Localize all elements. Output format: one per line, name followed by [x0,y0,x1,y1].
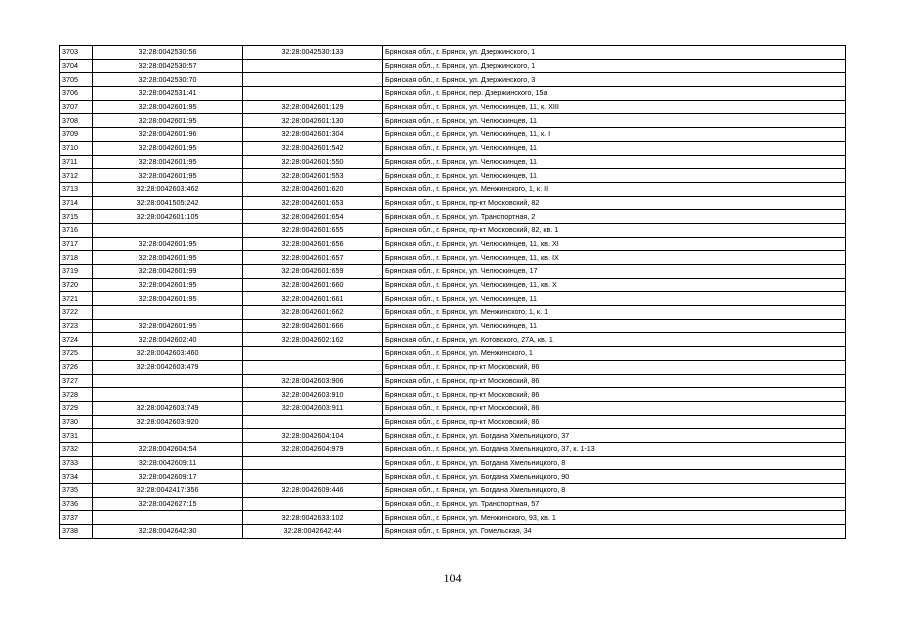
table-row [60,59,846,73]
cadastral-number-cell: 32:28:0042601:95 [93,169,243,183]
object-cadastral-number-cell: 32:28:0042601:304 [243,128,383,142]
table-row [60,484,846,498]
cadastral-number-cell: 32:28:0042530:57 [93,59,243,73]
object-cadastral-number-cell: 32:28:0042604:979 [243,442,383,456]
table-row [60,388,846,402]
row-number-cell: 3733 [60,456,93,470]
object-cadastral-number-cell: 32:28:0042601:620 [243,182,383,196]
table-row [60,251,846,265]
table-row [60,73,846,87]
object-cadastral-number-cell: 32:28:0042601:661 [243,292,383,306]
address-cell: Брянская обл., г. Брянск, ул. Челюскинцев, 11 [383,319,846,333]
object-cadastral-number-cell: 32:28:0042601:662 [243,306,383,320]
table-row [60,46,846,60]
object-cadastral-number-cell: 32:28:0042601:653 [243,196,383,210]
cadastral-number-cell: 32:28:0042602:40 [93,333,243,347]
address-cell: Брянская обл., г. Брянск, пр-кт Московский, 86 [383,374,846,388]
table-row [60,155,846,169]
row-number-cell: 3737 [60,511,93,525]
address-cell: Брянская обл., г. Брянск, ул. Челюскинцев, 11, кв. X [383,278,846,292]
address-cell: Брянская обл., г. Брянск, ул. Котовского, 27А, кв. 1 [383,333,846,347]
cadastral-number-cell: 32:28:0042603:749 [93,401,243,415]
address-cell: Брянская обл., г. Брянск, ул. Менжинского, 1 [383,347,846,361]
cadastral-number-cell: 32:28:0042627:15 [93,497,243,511]
table-row [60,87,846,101]
address-cell: Брянская обл., г. Брянск, ул. Челюскинцев, 11, к. I [383,128,846,142]
table-row [60,278,846,292]
row-number-cell: 3720 [60,278,93,292]
cadastral-number-cell: 32:28:0042601:95 [93,100,243,114]
row-number-cell: 3730 [60,415,93,429]
object-cadastral-number-cell: 32:28:0042609:446 [243,484,383,498]
cadastral-number-cell: 32:28:0042603:479 [93,360,243,374]
object-cadastral-number-cell: 32:28:0042601:666 [243,319,383,333]
row-number-cell: 3707 [60,100,93,114]
address-cell: Брянская обл., г. Брянск, ул. Богдана Хмельницкого, 37 [383,429,846,443]
address-cell: Брянская обл., г. Брянск, ул. Менжинского, 93, кв. 1 [383,511,846,525]
row-number-cell: 3729 [60,401,93,415]
object-cadastral-number-cell: 32:28:0042633:102 [243,511,383,525]
cadastral-number-cell: 32:28:0042603:920 [93,415,243,429]
address-cell: Брянская обл., г. Брянск, пр-кт Московский, 86 [383,360,846,374]
object-cadastral-number-cell: 32:28:0042530:133 [243,46,383,60]
row-number-cell: 3727 [60,374,93,388]
table-row [60,319,846,333]
row-number-cell: 3703 [60,46,93,60]
row-number-cell: 3705 [60,73,93,87]
table-row [60,456,846,470]
address-cell: Брянская обл., г. Брянск, ул. Дзержинского, 1 [383,46,846,60]
cadastral-table [59,45,846,539]
object-cadastral-number-cell: 32:28:0042601:542 [243,141,383,155]
object-cadastral-number-cell [243,456,383,470]
object-cadastral-number-cell: 32:28:0042601:659 [243,265,383,279]
address-cell: Брянская обл., г. Брянск, ул. Богдана Хмельницкого, 8 [383,456,846,470]
address-cell: Брянская обл., г. Брянск, ул. Богдана Хмельницкого, 90 [383,470,846,484]
table-row [60,442,846,456]
row-number-cell: 3719 [60,265,93,279]
cadastral-number-cell: 32:28:0042531:41 [93,87,243,101]
page-number: 104 [443,571,462,585]
address-cell: Брянская обл., г. Брянск, ул. Дзержинского, 3 [383,73,846,87]
table-row [60,196,846,210]
cadastral-number-cell [93,223,243,237]
cadastral-number-cell: 32:28:0042601:95 [93,278,243,292]
row-number-cell: 3723 [60,319,93,333]
cadastral-number-cell: 32:28:0042601:95 [93,155,243,169]
object-cadastral-number-cell [243,360,383,374]
table-row [60,265,846,279]
row-number-cell: 3731 [60,429,93,443]
cadastral-number-cell: 32:28:0042601:95 [93,141,243,155]
object-cadastral-number-cell [243,59,383,73]
address-cell: Брянская обл., г. Брянск, ул. Челюскинцев, 11 [383,169,846,183]
row-number-cell: 3716 [60,223,93,237]
object-cadastral-number-cell: 32:28:0042603:906 [243,374,383,388]
address-cell: Брянская обл., г. Брянск, пр-кт Московский, 86 [383,415,846,429]
address-cell: Брянская обл., г. Брянск, ул. Богдана Хмельницкого, 8 [383,484,846,498]
cadastral-number-cell: 32:28:0042601:99 [93,265,243,279]
cadastral-number-cell: 32:28:0042604:54 [93,442,243,456]
cadastral-number-cell [93,374,243,388]
address-cell: Брянская обл., г. Брянск, ул. Гомельская, 34 [383,525,846,539]
address-cell: Брянская обл., г. Брянск, ул. Менжинского, 1, к. II [383,182,846,196]
address-cell: Брянская обл., г. Брянск, ул. Челюскинцев, 11 [383,141,846,155]
cadastral-number-cell: 32:28:0042603:462 [93,182,243,196]
object-cadastral-number-cell: 32:28:0042604:104 [243,429,383,443]
table-row [60,511,846,525]
row-number-cell: 3711 [60,155,93,169]
row-number-cell: 3718 [60,251,93,265]
table-row [60,497,846,511]
cadastral-number-cell: 32:28:0042609:11 [93,456,243,470]
object-cadastral-number-cell: 32:28:0042642:44 [243,525,383,539]
table-row [60,525,846,539]
table-row [60,128,846,142]
object-cadastral-number-cell: 32:28:0042601:553 [243,169,383,183]
table-row [60,223,846,237]
address-cell: Брянская обл., г. Брянск, ул. Богдана Хмельницкого, 37, к. 1-13 [383,442,846,456]
table-row [60,114,846,128]
row-number-cell: 3710 [60,141,93,155]
table-row [60,429,846,443]
table-row [60,415,846,429]
row-number-cell: 3712 [60,169,93,183]
row-number-cell: 3725 [60,347,93,361]
table-row [60,360,846,374]
cadastral-number-cell [93,306,243,320]
address-cell: Брянская обл., г. Брянск, ул. Дзержинского, 1 [383,59,846,73]
row-number-cell: 3709 [60,128,93,142]
address-cell: Брянская обл., г. Брянск, ул. Транспортная, 57 [383,497,846,511]
cadastral-number-cell [93,429,243,443]
table-row [60,100,846,114]
object-cadastral-number-cell: 32:28:0042601:655 [243,223,383,237]
row-number-cell: 3721 [60,292,93,306]
table-row [60,347,846,361]
address-cell: Брянская обл., г. Брянск, ул. Челюскинцев, 11 [383,155,846,169]
row-number-cell: 3717 [60,237,93,251]
address-cell: Брянская обл., г. Брянск, пр-кт Московский, 86 [383,388,846,402]
table-row [60,401,846,415]
cadastral-number-cell: 32:28:0042601:105 [93,210,243,224]
address-cell: Брянская обл., г. Брянск, пр-кт Московский, 82, кв. 1 [383,223,846,237]
address-cell: Брянская обл., г. Брянск, ул. Челюскинцев, 11 [383,114,846,128]
row-number-cell: 3722 [60,306,93,320]
object-cadastral-number-cell: 32:28:0042601:657 [243,251,383,265]
address-cell: Брянская обл., г. Брянск, ул. Челюскинцев, 11 [383,292,846,306]
cadastral-number-cell: 32:28:0042642:30 [93,525,243,539]
object-cadastral-number-cell: 32:28:0042601:654 [243,210,383,224]
row-number-cell: 3735 [60,484,93,498]
object-cadastral-number-cell: 32:28:0042601:660 [243,278,383,292]
row-number-cell: 3706 [60,87,93,101]
row-number-cell: 3724 [60,333,93,347]
row-number-cell: 3704 [60,59,93,73]
object-cadastral-number-cell: 32:28:0042601:129 [243,100,383,114]
object-cadastral-number-cell: 32:28:0042601:656 [243,237,383,251]
object-cadastral-number-cell: 32:28:0042601:130 [243,114,383,128]
object-cadastral-number-cell [243,73,383,87]
object-cadastral-number-cell [243,415,383,429]
cadastral-number-cell [93,388,243,402]
address-cell: Брянская обл., г. Брянск, ул. Челюскинцев, 11, к. XIII [383,100,846,114]
address-cell: Брянская обл., г. Брянск, ул. Челюскинцев, 17 [383,265,846,279]
address-cell: Брянская обл., г. Брянск, ул. Челюскинцев, 11, кв. IX [383,251,846,265]
object-cadastral-number-cell [243,470,383,484]
table-row [60,141,846,155]
cadastral-number-cell: 32:28:0042417:356 [93,484,243,498]
table-row [60,374,846,388]
cadastral-number-cell [93,511,243,525]
cadastral-number-cell: 32:28:0042530:56 [93,46,243,60]
row-number-cell: 3736 [60,497,93,511]
row-number-cell: 3734 [60,470,93,484]
row-number-cell: 3713 [60,182,93,196]
row-number-cell: 3732 [60,442,93,456]
table-row [60,333,846,347]
cadastral-number-cell: 32:28:0042603:460 [93,347,243,361]
object-cadastral-number-cell: 32:28:0042602:162 [243,333,383,347]
cadastral-number-cell: 32:28:0042601:95 [93,237,243,251]
row-number-cell: 3715 [60,210,93,224]
object-cadastral-number-cell [243,87,383,101]
address-cell: Брянская обл., г. Брянск, пр-кт Московский, 86 [383,401,846,415]
address-cell: Брянская обл., г. Брянск, ул. Менжинского, 1, к. 1 [383,306,846,320]
object-cadastral-number-cell [243,347,383,361]
address-cell: Брянская обл., г. Брянск, ул. Транспортная, 2 [383,210,846,224]
cadastral-number-cell: 32:28:0042601:95 [93,251,243,265]
row-number-cell: 3738 [60,525,93,539]
cadastral-number-cell: 32:28:0042530:70 [93,73,243,87]
cadastral-number-cell: 32:28:0042601:96 [93,128,243,142]
cadastral-number-cell: 32:28:0042601:95 [93,319,243,333]
table-body [60,46,846,539]
cadastral-number-cell: 32:28:0042601:95 [93,292,243,306]
row-number-cell: 3726 [60,360,93,374]
table-row [60,169,846,183]
cadastral-number-cell: 32:28:0041505:242 [93,196,243,210]
table-row [60,237,846,251]
object-cadastral-number-cell [243,497,383,511]
object-cadastral-number-cell: 32:28:0042603:910 [243,388,383,402]
address-cell: Брянская обл., г. Брянск, пр-кт Московский, 82 [383,196,846,210]
object-cadastral-number-cell: 32:28:0042603:911 [243,401,383,415]
row-number-cell: 3708 [60,114,93,128]
table-row [60,306,846,320]
row-number-cell: 3728 [60,388,93,402]
table-row [60,292,846,306]
cadastral-number-cell: 32:28:0042609:17 [93,470,243,484]
table-row [60,210,846,224]
row-number-cell: 3714 [60,196,93,210]
object-cadastral-number-cell: 32:28:0042601:550 [243,155,383,169]
table-row [60,470,846,484]
cadastral-number-cell: 32:28:0042601:95 [93,114,243,128]
table-row [60,182,846,196]
address-cell: Брянская обл., г. Брянск, ул. Челюскинцев, 11, кв. XI [383,237,846,251]
address-cell: Брянская обл., г. Брянск, пер. Дзержинского, 15а [383,87,846,101]
